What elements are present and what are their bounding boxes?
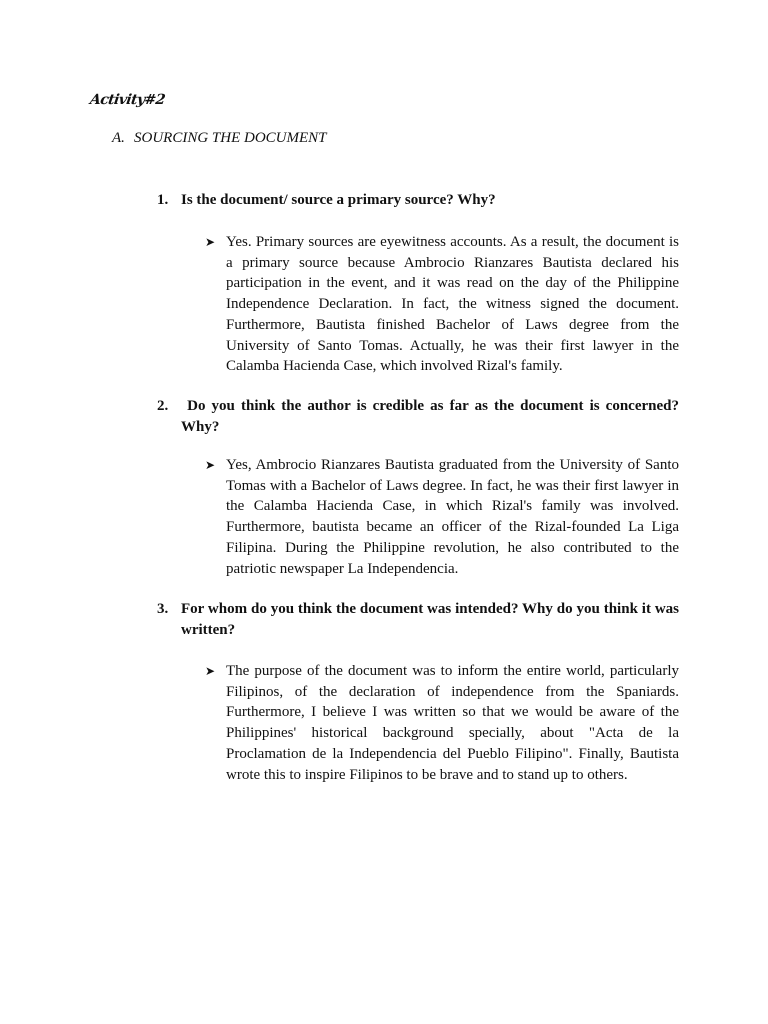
section-letter: A.	[112, 130, 125, 146]
section-title: SOURCING THE DOCUMENT	[134, 130, 327, 146]
answer-text: The purpose of the document was to inform the entire world, particularly Filipinos, of the declaration of independence from the Spaniards. Furthermore, I believe I was written so that we would be aware of the Philippines' historical background specially, about "Acta de la Proclamation de la Independencia del Pueblo Filipino". Finally, Bautista wrote this to inspire Filipinos to be brave and to stand up to others.	[226, 663, 679, 783]
question-text: Do you think the author is credible as far as the document is concerned? Why?	[181, 398, 679, 435]
answer-2	[205, 455, 679, 579]
answer-text: Yes. Primary sources are eyewitness accounts. As a result, the document is a primary source because Ambrocio Rianzares Bautista declared his participation in the event, and it was read on the day of the Philippine Independence Declaration. In fact, the witness signed the document. Furthermore, Bautista finished Bachelor of Laws degree from the University of Santo Tomas. Actually, he was their first lawyer in the Calamba Hacienda Case, which involved Rizal's family.	[226, 234, 679, 375]
section-heading	[112, 130, 327, 147]
arrowhead-bullet-icon: ➤	[205, 235, 216, 249]
question-number: 3.	[157, 601, 169, 617]
answer-3	[205, 661, 679, 785]
question-2	[157, 396, 679, 438]
question-text: Is the document/ source a primary source? Why?	[181, 192, 496, 208]
answer-1	[205, 232, 679, 377]
question-text: For whom do you think the document was intended? Why do you think it was written?	[181, 601, 679, 638]
arrowhead-bullet-icon: ➤	[205, 664, 216, 678]
question-number: 2.	[157, 398, 169, 414]
question-number: 1.	[157, 192, 169, 208]
arrowhead-bullet-icon: ➤	[205, 458, 216, 472]
answer-text: Yes, Ambrocio Rianzares Bautista graduated from the University of Santo Tomas with a Bachelor of Laws degree. In fact, he was their first lawyer in the Calamba Hacienda Case, in which Rizal's family was involved. Furthermore, bautista became an officer of the Rizal-founded La Liga Filipina. During the Philippine revolution, he also contributed to the patriotic newspaper La Independencia.	[226, 457, 679, 577]
question-3	[157, 599, 679, 641]
activity-title: Activity#2	[88, 92, 166, 108]
question-1	[157, 190, 679, 211]
